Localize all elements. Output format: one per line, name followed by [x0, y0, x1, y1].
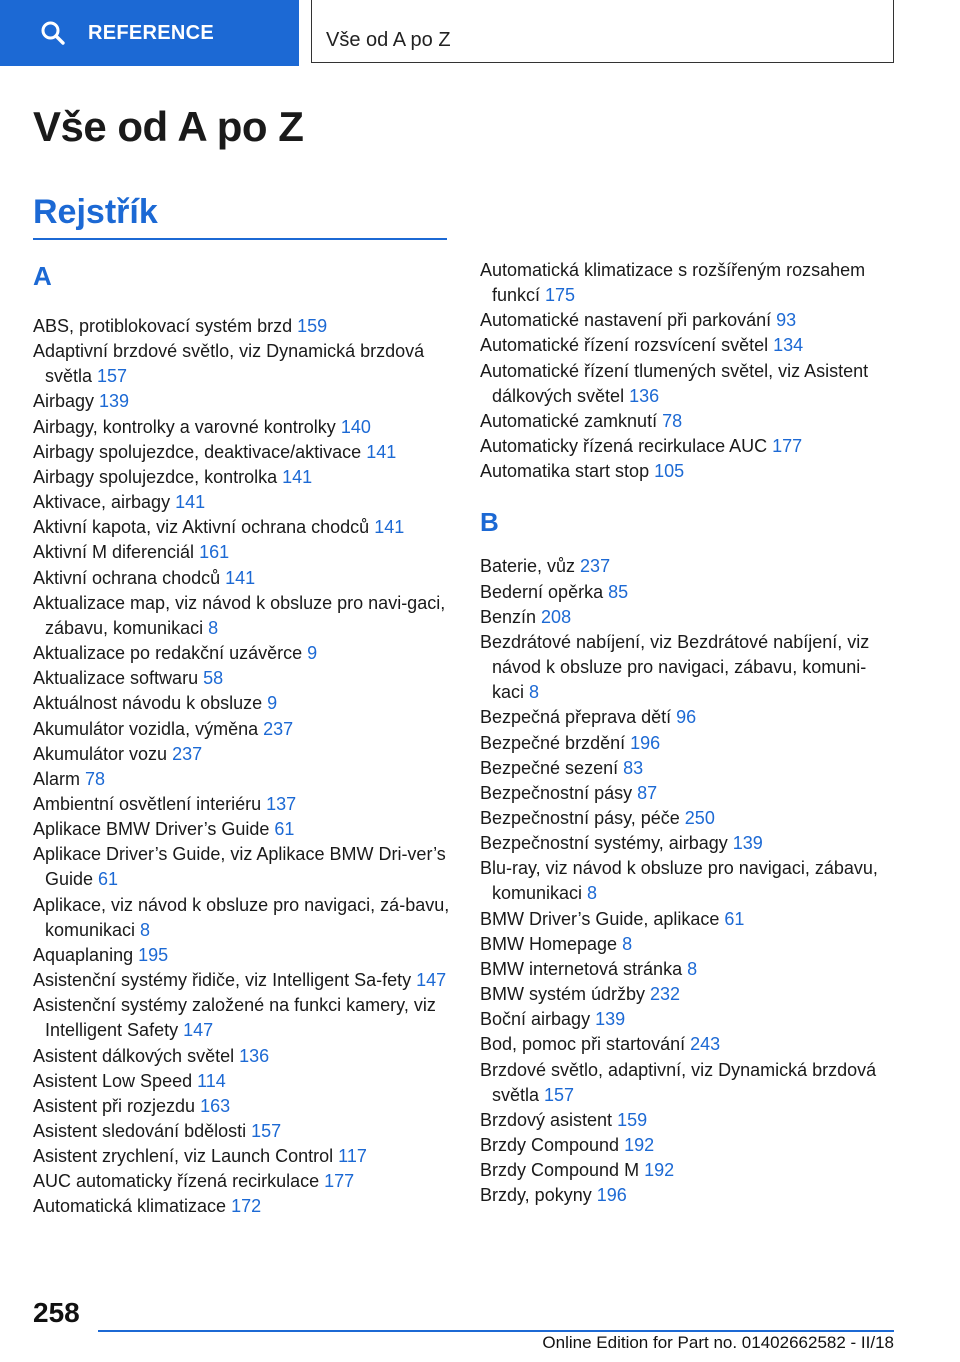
page-ref-link[interactable]: 243	[690, 1034, 721, 1055]
page-ref-link[interactable]: 58	[203, 668, 224, 689]
index-entry-text: Ambientní osvětlení interiéru	[33, 793, 262, 814]
index-entry-text: Bederní opěrka	[480, 581, 604, 602]
index-entry-text: Akumulátor vozidla, výměna	[33, 718, 259, 739]
page-ref-link[interactable]: 175	[545, 285, 576, 306]
index-entry	[33, 1069, 463, 1094]
page-ref-link[interactable]: 139	[595, 1009, 626, 1030]
index-entry	[480, 1183, 910, 1208]
page-ref-link[interactable]: 137	[266, 793, 297, 814]
page-number: 258	[33, 1297, 80, 1328]
index-entry-text: Blu-ray, viz návod k obsluze pro navigaci, zábavu, komunikaci	[480, 858, 878, 904]
page-ref-link[interactable]: 83	[623, 757, 644, 778]
index-entry	[33, 993, 463, 1043]
index-entry-text: Aktualizace map, viz návod k obsluze pro navi-gaci, zábavu, komunikaci	[33, 592, 446, 638]
index-entry	[33, 1144, 463, 1169]
index-entry-text: Airbagy	[33, 391, 95, 412]
index-entry-text: Akumulátor vozu	[33, 743, 168, 764]
page-ref-link[interactable]: 93	[776, 310, 797, 331]
index-entry-text: Aktivní kapota, viz Aktivní ochrana chodců	[33, 517, 370, 538]
index-entry-text: Bezpečnostní systémy, airbagy	[480, 833, 728, 854]
index-column-left	[33, 258, 463, 1220]
index-entry-text: Aktivní M diferenciál	[33, 542, 195, 563]
index-entry	[480, 580, 910, 605]
index-entry-text: Automatická klimatizace s rozšířeným rozsahem funkcí	[480, 260, 866, 306]
index-entry	[33, 817, 463, 842]
index-entry	[33, 1194, 463, 1219]
index-entry-text: Automatické nastavení při parkování	[480, 310, 772, 331]
page-ref-link[interactable]: 96	[676, 707, 697, 728]
index-entry	[33, 440, 463, 465]
index-entry-text: BMW Homepage	[480, 933, 618, 954]
index-entry	[480, 781, 910, 806]
page-ref-link[interactable]: 237	[172, 743, 203, 764]
index-entry	[480, 1158, 910, 1183]
page-ref-link[interactable]: 147	[416, 970, 447, 991]
spacer	[480, 484, 910, 504]
page-ref-link[interactable]: 87	[637, 782, 658, 803]
page-ref-link[interactable]: 141	[282, 466, 313, 487]
page-ref-link[interactable]: 134	[773, 335, 804, 356]
page-ref-link[interactable]: 8	[587, 883, 598, 904]
index-entry-text: Brzdy, pokyny	[480, 1185, 592, 1206]
index-entry-text: Bezpečné brzdění	[480, 732, 626, 753]
page-ref-link[interactable]: 78	[85, 768, 106, 789]
reference-label: REFERENCE	[88, 21, 215, 44]
page-ref-link[interactable]: 141	[175, 492, 206, 513]
index-entry-text: Asistent při rozjezdu	[33, 1095, 196, 1116]
index-entry-text: Automatika start stop	[480, 461, 650, 482]
index-entry-text: Aquaplaning	[33, 944, 134, 965]
index-entry-text: Aplikace, viz návod k obsluze pro navigaci, zá-bavu, komunikaci	[33, 894, 450, 940]
page-ref-link[interactable]: 78	[662, 410, 683, 431]
index-entry-text: Aktualizace softwaru	[33, 668, 199, 689]
index-entry	[33, 490, 463, 515]
breadcrumb-text: Vše od A po Z	[326, 29, 451, 51]
header-bar	[0, 0, 960, 66]
index-entry-text: Automatická klimatizace	[33, 1196, 227, 1217]
page-ref-link[interactable]: 9	[307, 643, 318, 664]
page-ref-link[interactable]: 136	[239, 1045, 270, 1066]
page-ref-link[interactable]: 161	[199, 542, 230, 563]
index-entry-text: AUC automaticky řízená recirkulace	[33, 1171, 320, 1192]
index-entry	[33, 767, 463, 792]
page-ref-link[interactable]: 147	[183, 1020, 214, 1041]
index-entry-text: Bezpečná přeprava dětí	[480, 707, 672, 728]
index-entry-text: Bezpečnostní pásy	[480, 782, 633, 803]
index-entry	[480, 932, 910, 957]
index-entry-text: Asistent sledování bdělosti	[33, 1121, 247, 1141]
index-entry-text: Bod, pomoc při startování	[480, 1034, 686, 1055]
page-ref-link[interactable]: 8	[208, 617, 219, 638]
page-ref-link[interactable]: 141	[366, 441, 397, 462]
index-entry-text: Automatické řízení tlumených světel, viz Asistent dálkových světel	[480, 360, 869, 406]
page-ref-link[interactable]: 177	[324, 1171, 355, 1192]
index-entry	[33, 1094, 463, 1119]
index-entry-text: Automatické zamknutí	[480, 410, 658, 431]
reference-tab[interactable]	[0, 0, 299, 66]
page-ref-link[interactable]: 232	[650, 984, 681, 1005]
page-ref-link[interactable]: 157	[97, 366, 128, 387]
index-entry-text: Aplikace Driver’s Guide, viz Aplikace BMW Dri-ver’s Guide	[33, 844, 446, 890]
index-entry	[480, 957, 910, 982]
index-entry	[480, 731, 910, 756]
index-letter: A	[33, 261, 52, 291]
page-ref-link[interactable]: 139	[99, 391, 130, 412]
index-entry-text: Airbagy spolujezdce, kontrolka	[33, 466, 278, 487]
index-entry	[33, 842, 463, 892]
index-entry	[33, 691, 463, 716]
section-title: Rejstřík	[33, 193, 158, 231]
index-entry-text: Aktivace, airbagy	[33, 492, 171, 513]
page-ref-link[interactable]: 172	[231, 1196, 262, 1217]
index-entry	[480, 1108, 910, 1133]
index-entry-text: Benzín	[480, 606, 537, 627]
index-entry-text: Aktivní ochrana chodců	[33, 567, 221, 588]
index-entry	[480, 1133, 910, 1158]
footer-edition: Online Edition for Part no. 01402662582 - II/18	[542, 1333, 894, 1352]
index-entry-text: ABS, protiblokovací systém brzd	[33, 316, 293, 336]
index-entry	[480, 982, 910, 1007]
index-entry-text: Bezpečnostní pásy, péče	[480, 807, 680, 828]
index-entry-text: Asistent zrychlení, viz Launch Control	[33, 1146, 334, 1167]
index-entry	[480, 630, 910, 705]
index-entry	[33, 1044, 463, 1069]
index-entry	[33, 717, 463, 742]
index-entry	[480, 459, 910, 484]
page-ref-link[interactable]: 114	[197, 1070, 226, 1091]
page-ref-link[interactable]: 196	[630, 732, 661, 753]
index-entry-text: Asistent Low Speed	[33, 1070, 193, 1091]
page-title: Vše od A po Z	[33, 103, 304, 150]
page-ref-link[interactable]: 196	[596, 1185, 627, 1206]
page-ref-link[interactable]: 61	[274, 819, 295, 840]
index-entry-text: Asistent dálkových světel	[33, 1045, 235, 1066]
page-ref-link[interactable]: 163	[200, 1095, 231, 1116]
index-entry	[480, 554, 910, 579]
index-entry	[480, 434, 910, 459]
index-entry-text: BMW systém údržby	[480, 984, 646, 1005]
search-icon	[40, 20, 66, 46]
index-entry	[480, 705, 910, 730]
page-ref-link[interactable]: 177	[772, 436, 803, 457]
page-ref-link[interactable]: 195	[138, 944, 169, 965]
index-entry-text: Brzdy Compound	[480, 1135, 620, 1155]
index-entry	[480, 409, 910, 434]
page-ref-link[interactable]: 237	[580, 556, 611, 577]
page-ref-link[interactable]: 192	[624, 1135, 655, 1155]
index-entry	[480, 258, 910, 308]
index-entry	[480, 756, 910, 781]
page-ref-link[interactable]: 141	[225, 567, 256, 588]
index-entry	[480, 359, 910, 409]
page-ref-link[interactable]: 140	[340, 416, 371, 437]
page-ref-link[interactable]: 157	[544, 1084, 575, 1105]
page-ref-link[interactable]: 159	[617, 1109, 648, 1130]
page-ref-link[interactable]: 105	[654, 461, 685, 482]
page-ref-link[interactable]: 85	[608, 581, 629, 602]
section-divider	[33, 238, 447, 240]
page-ref-link[interactable]: 8	[622, 933, 633, 954]
page-ref-link[interactable]: 237	[263, 718, 294, 739]
index-entry	[33, 792, 463, 817]
page-ref-link[interactable]: 157	[251, 1121, 282, 1141]
page-ref-link[interactable]: 61	[98, 869, 119, 890]
index-entry-text: Boční airbagy	[480, 1009, 591, 1030]
index-entry	[33, 515, 463, 540]
index-entry	[480, 1007, 910, 1032]
index-entry	[33, 893, 463, 943]
index-entry-text: Airbagy spolujezdce, deaktivace/aktivace	[33, 441, 362, 462]
index-entry	[480, 806, 910, 831]
page-ref-link[interactable]: 141	[374, 517, 405, 538]
index-entry	[480, 605, 910, 630]
index-entry	[480, 1032, 910, 1057]
index-column-right	[480, 258, 910, 1208]
index-entry	[33, 1169, 463, 1194]
index-entry-text: Aktualizace po redakční uzávěrce	[33, 643, 303, 664]
index-entry	[480, 308, 910, 333]
index-entry	[33, 943, 463, 968]
index-entry	[33, 314, 463, 339]
page-ref-link[interactable]: 250	[684, 807, 715, 828]
index-entry	[33, 968, 463, 993]
index-entry-text: Bezdrátové nabíjení, viz Bezdrátové nabíjení, viz návod k obsluze pro navigaci, zábavu, komuni-kaci	[480, 631, 870, 703]
index-entry-text: Alarm	[33, 768, 81, 789]
index-entry-text: Baterie, vůz	[480, 556, 576, 577]
index-entry	[33, 1119, 463, 1144]
page-ref-link[interactable]: 8	[687, 958, 698, 979]
index-entry	[480, 333, 910, 358]
index-entry-text: Airbagy, kontrolky a varovné kontrolky	[33, 416, 336, 437]
index-entry	[480, 907, 910, 932]
index-entry	[33, 742, 463, 767]
page-ref-link[interactable]: 117	[338, 1146, 367, 1167]
index-entry	[33, 389, 463, 414]
page-ref-link[interactable]: 8	[529, 682, 540, 703]
index-letter: B	[480, 507, 499, 538]
index-entry	[480, 831, 910, 856]
index-entry	[33, 465, 463, 490]
index-entry-text: Brzdový asistent	[480, 1109, 613, 1130]
index-entry-text: Aplikace BMW Driver’s Guide	[33, 819, 270, 840]
breadcrumb	[311, 0, 894, 63]
index-entry	[33, 415, 463, 440]
page-ref-link[interactable]: 9	[267, 693, 278, 714]
index-entry-text: BMW internetová stránka	[480, 958, 683, 979]
index-entry-text: Bezpečné sezení	[480, 757, 619, 778]
index-entry	[33, 540, 463, 565]
index-entry-text: Adaptivní brzdové světlo, viz Dynamická brzdová světla	[33, 341, 425, 387]
index-entry	[33, 591, 463, 641]
page-ref-link[interactable]: 192	[644, 1160, 675, 1181]
index-entry-text: Asistenční systémy založené na funkci kamery, viz Intelligent Safety	[33, 995, 436, 1041]
index-entry	[33, 339, 463, 389]
index-entry	[33, 666, 463, 691]
index-entry-text: BMW Driver’s Guide, aplikace	[480, 908, 720, 929]
footer-divider	[98, 1330, 894, 1332]
index-entry	[480, 1058, 910, 1108]
page-ref-link[interactable]: 136	[629, 385, 660, 406]
index-entry-text: Brzdové světlo, adaptivní, viz Dynamická brzdová světla	[480, 1059, 877, 1105]
page-ref-link[interactable]: 159	[297, 316, 328, 336]
page-ref-link[interactable]: 8	[140, 919, 151, 940]
index-entry	[480, 856, 910, 906]
page-ref-link[interactable]: 208	[541, 606, 572, 627]
page-ref-link[interactable]: 61	[724, 908, 745, 929]
page-ref-link[interactable]: 139	[732, 833, 763, 854]
index-entry-text: Brzdy Compound M	[480, 1160, 640, 1181]
index-entry-text: Automaticky řízená recirkulace AUC	[480, 436, 768, 457]
index-entry	[33, 641, 463, 666]
index-entry-text: Aktuálnost návodu k obsluze	[33, 693, 263, 714]
index-entry-text: Automatické řízení rozsvícení světel	[480, 335, 769, 356]
index-entry	[33, 566, 463, 591]
index-entry-text: Asistenční systémy řidiče, viz Intelligent Sa-fety	[33, 970, 412, 991]
